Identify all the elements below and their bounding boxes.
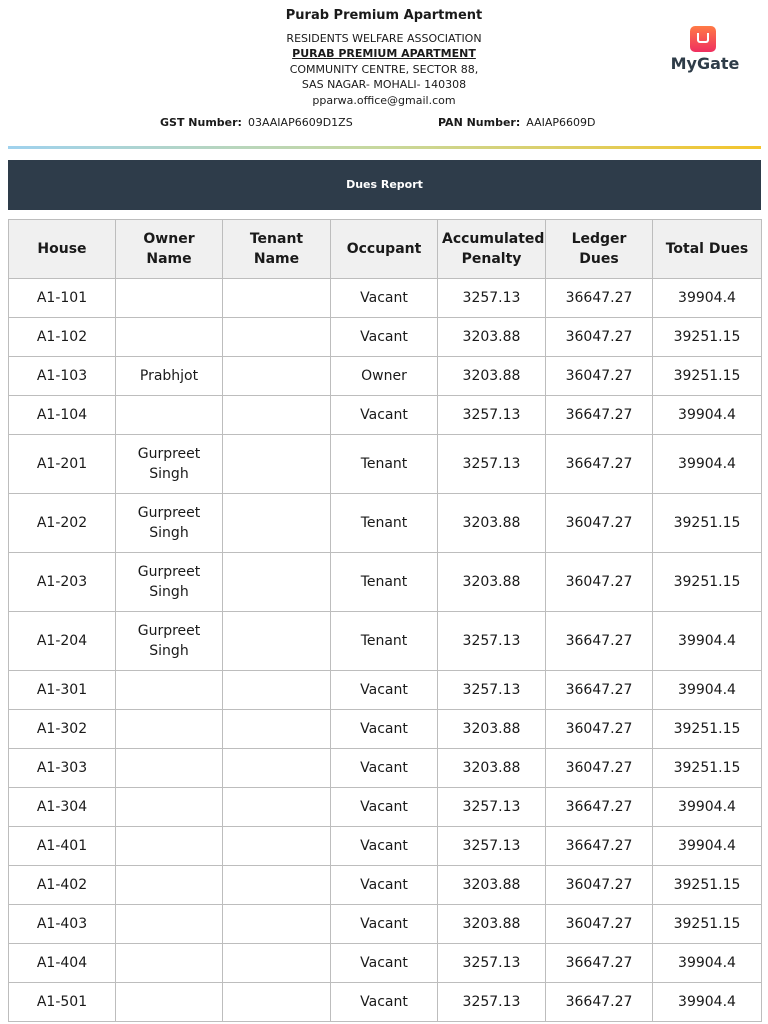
table-row bbox=[9, 435, 762, 494]
total-dues-cell: 39251.15 bbox=[653, 749, 762, 788]
ledger-dues-cell: 36647.27 bbox=[546, 612, 653, 671]
occupant-cell: Vacant bbox=[331, 749, 438, 788]
total-dues-cell: 39904.4 bbox=[653, 827, 762, 866]
table-row bbox=[9, 396, 762, 435]
table-row bbox=[9, 710, 762, 749]
owner-name-cell bbox=[116, 396, 223, 435]
table-header-row bbox=[9, 220, 762, 279]
occupant-cell: Tenant bbox=[331, 612, 438, 671]
table-row bbox=[9, 905, 762, 944]
owner-name-cell bbox=[116, 671, 223, 710]
pan-label: PAN Number: bbox=[438, 116, 521, 129]
accumulated-penalty-cell: 3203.88 bbox=[438, 710, 546, 749]
accumulated-penalty-cell: 3203.88 bbox=[438, 494, 546, 553]
house-cell: A1-103 bbox=[9, 357, 116, 396]
house-cell: A1-303 bbox=[9, 749, 116, 788]
occupant-cell: Owner bbox=[331, 357, 438, 396]
accumulated-penalty-cell: 3257.13 bbox=[438, 788, 546, 827]
owner-name-cell: Gurpreet Singh bbox=[116, 553, 223, 612]
tenant-name-cell bbox=[223, 318, 331, 357]
accumulated-penalty-cell: 3257.13 bbox=[438, 827, 546, 866]
column-header-owner-name: Owner Name bbox=[116, 220, 223, 279]
total-dues-cell: 39251.15 bbox=[653, 553, 762, 612]
logo-text: MyGate bbox=[670, 54, 740, 73]
house-cell: A1-104 bbox=[9, 396, 116, 435]
table-row bbox=[9, 944, 762, 983]
occupant-cell: Tenant bbox=[331, 435, 438, 494]
house-cell: A1-301 bbox=[9, 671, 116, 710]
occupant-cell: Vacant bbox=[331, 944, 438, 983]
occupant-cell: Vacant bbox=[331, 788, 438, 827]
total-dues-cell: 39904.4 bbox=[653, 396, 762, 435]
table-row bbox=[9, 357, 762, 396]
address-line: COMMUNITY CENTRE, SECTOR 88, bbox=[289, 63, 479, 76]
occupant-cell: Vacant bbox=[331, 318, 438, 357]
house-cell: A1-202 bbox=[9, 494, 116, 553]
accumulated-penalty-cell: 3257.13 bbox=[438, 612, 546, 671]
house-cell: A1-501 bbox=[9, 983, 116, 1022]
total-dues-cell: 39904.4 bbox=[653, 983, 762, 1022]
ledger-dues-cell: 36647.27 bbox=[546, 788, 653, 827]
owner-name-cell bbox=[116, 866, 223, 905]
total-dues-cell: 39904.4 bbox=[653, 671, 762, 710]
ledger-dues-cell: 36047.27 bbox=[546, 318, 653, 357]
column-header-accumulated-penalty: Accumulated Penalty bbox=[438, 220, 546, 279]
gst-value: 03AAIAP6609D1ZS bbox=[247, 116, 353, 129]
accumulated-penalty-cell: 3203.88 bbox=[438, 866, 546, 905]
tenant-name-cell bbox=[223, 396, 331, 435]
table-row bbox=[9, 866, 762, 905]
table-row bbox=[9, 671, 762, 710]
gst-label: GST Number: bbox=[160, 116, 242, 129]
mygate-logo-icon bbox=[690, 26, 716, 52]
column-header-occupant: Occupant bbox=[331, 220, 438, 279]
tenant-name-cell bbox=[223, 612, 331, 671]
total-dues-cell: 39251.15 bbox=[653, 710, 762, 749]
owner-name-cell bbox=[116, 279, 223, 318]
house-cell: A1-302 bbox=[9, 710, 116, 749]
occupant-cell: Vacant bbox=[331, 983, 438, 1022]
tenant-name-cell bbox=[223, 905, 331, 944]
tenant-name-cell bbox=[223, 710, 331, 749]
owner-name-cell bbox=[116, 318, 223, 357]
accumulated-penalty-cell: 3257.13 bbox=[438, 671, 546, 710]
owner-name-cell bbox=[116, 710, 223, 749]
owner-name-cell: Gurpreet Singh bbox=[116, 612, 223, 671]
occupant-cell: Tenant bbox=[331, 494, 438, 553]
email-text: pparwa.office@gmail.com bbox=[312, 94, 456, 107]
gst-number bbox=[160, 116, 353, 129]
ledger-dues-cell: 36647.27 bbox=[546, 671, 653, 710]
owner-name-cell bbox=[116, 827, 223, 866]
house-cell: A1-403 bbox=[9, 905, 116, 944]
dues-table bbox=[8, 219, 762, 1022]
owner-name-cell bbox=[116, 983, 223, 1022]
tenant-name-cell bbox=[223, 944, 331, 983]
total-dues-cell: 39251.15 bbox=[653, 494, 762, 553]
occupant-cell: Vacant bbox=[331, 827, 438, 866]
tenant-name-cell bbox=[223, 435, 331, 494]
ledger-dues-cell: 36047.27 bbox=[546, 357, 653, 396]
tenant-name-cell bbox=[223, 357, 331, 396]
owner-name-cell bbox=[116, 944, 223, 983]
ledger-dues-cell: 36647.27 bbox=[546, 396, 653, 435]
house-cell: A1-201 bbox=[9, 435, 116, 494]
apartment-name: PURAB PREMIUM APARTMENT bbox=[292, 47, 476, 60]
column-header-ledger-dues: Ledger Dues bbox=[546, 220, 653, 279]
tenant-name-cell bbox=[223, 788, 331, 827]
table-row bbox=[9, 983, 762, 1022]
header-divider bbox=[8, 146, 761, 149]
owner-name-cell bbox=[116, 788, 223, 827]
pan-number bbox=[438, 116, 596, 129]
ledger-dues-cell: 36647.27 bbox=[546, 435, 653, 494]
tenant-name-cell bbox=[223, 866, 331, 905]
association-name: RESIDENTS WELFARE ASSOCIATION bbox=[286, 32, 482, 45]
house-cell: A1-203 bbox=[9, 553, 116, 612]
accumulated-penalty-cell: 3257.13 bbox=[438, 435, 546, 494]
ledger-dues-cell: 36647.27 bbox=[546, 279, 653, 318]
accumulated-penalty-cell: 3257.13 bbox=[438, 279, 546, 318]
ledger-dues-cell: 36047.27 bbox=[546, 494, 653, 553]
accumulated-penalty-cell: 3203.88 bbox=[438, 357, 546, 396]
tenant-name-cell bbox=[223, 749, 331, 788]
total-dues-cell: 39904.4 bbox=[653, 788, 762, 827]
ledger-dues-cell: 36047.27 bbox=[546, 749, 653, 788]
table-row bbox=[9, 279, 762, 318]
house-cell: A1-304 bbox=[9, 788, 116, 827]
total-dues-cell: 39904.4 bbox=[653, 279, 762, 318]
total-dues-cell: 39251.15 bbox=[653, 905, 762, 944]
ledger-dues-cell: 36047.27 bbox=[546, 710, 653, 749]
table-row bbox=[9, 494, 762, 553]
total-dues-cell: 39904.4 bbox=[653, 435, 762, 494]
tenant-name-cell bbox=[223, 827, 331, 866]
table-row bbox=[9, 827, 762, 866]
dues-table-body bbox=[9, 279, 762, 1022]
occupant-cell: Vacant bbox=[331, 279, 438, 318]
owner-name-cell: Gurpreet Singh bbox=[116, 435, 223, 494]
accumulated-penalty-cell: 3203.88 bbox=[438, 905, 546, 944]
tenant-name-cell bbox=[223, 494, 331, 553]
house-cell: A1-402 bbox=[9, 866, 116, 905]
tenant-name-cell bbox=[223, 983, 331, 1022]
total-dues-cell: 39251.15 bbox=[653, 866, 762, 905]
total-dues-cell: 39251.15 bbox=[653, 357, 762, 396]
accumulated-penalty-cell: 3203.88 bbox=[438, 749, 546, 788]
table-row bbox=[9, 612, 762, 671]
owner-name-cell bbox=[116, 905, 223, 944]
total-dues-cell: 39904.4 bbox=[653, 612, 762, 671]
house-cell: A1-102 bbox=[9, 318, 116, 357]
column-header-tenant-name: Tenant Name bbox=[223, 220, 331, 279]
accumulated-penalty-cell: 3257.13 bbox=[438, 983, 546, 1022]
house-cell: A1-101 bbox=[9, 279, 116, 318]
ledger-dues-cell: 36047.27 bbox=[546, 866, 653, 905]
occupant-cell: Vacant bbox=[331, 905, 438, 944]
column-header-house: House bbox=[9, 220, 116, 279]
occupant-cell: Vacant bbox=[331, 671, 438, 710]
address-line: SAS NAGAR- MOHALI- 140308 bbox=[301, 78, 467, 91]
table-row bbox=[9, 788, 762, 827]
accumulated-penalty-cell: 3257.13 bbox=[438, 396, 546, 435]
table-row bbox=[9, 553, 762, 612]
ledger-dues-cell: 36047.27 bbox=[546, 553, 653, 612]
accumulated-penalty-cell: 3257.13 bbox=[438, 944, 546, 983]
page-title: Purab Premium Apartment bbox=[285, 8, 483, 23]
total-dues-cell: 39904.4 bbox=[653, 944, 762, 983]
occupant-cell: Tenant bbox=[331, 553, 438, 612]
report-header bbox=[0, 0, 768, 150]
tenant-name-cell bbox=[223, 671, 331, 710]
ledger-dues-cell: 36647.27 bbox=[546, 983, 653, 1022]
owner-name-cell: Gurpreet Singh bbox=[116, 494, 223, 553]
table-row bbox=[9, 318, 762, 357]
accumulated-penalty-cell: 3203.88 bbox=[438, 318, 546, 357]
occupant-cell: Vacant bbox=[331, 866, 438, 905]
accumulated-penalty-cell: 3203.88 bbox=[438, 553, 546, 612]
total-dues-cell: 39251.15 bbox=[653, 318, 762, 357]
house-cell: A1-204 bbox=[9, 612, 116, 671]
tenant-name-cell bbox=[223, 553, 331, 612]
ledger-dues-cell: 36647.27 bbox=[546, 944, 653, 983]
table-row bbox=[9, 749, 762, 788]
occupant-cell: Vacant bbox=[331, 396, 438, 435]
mygate-logo bbox=[668, 26, 742, 74]
column-header-total-dues: Total Dues bbox=[653, 220, 762, 279]
report-banner: Dues Report bbox=[8, 160, 761, 210]
house-cell: A1-404 bbox=[9, 944, 116, 983]
house-cell: A1-401 bbox=[9, 827, 116, 866]
occupant-cell: Vacant bbox=[331, 710, 438, 749]
tenant-name-cell bbox=[223, 279, 331, 318]
owner-name-cell bbox=[116, 749, 223, 788]
owner-name-cell: Prabhjot bbox=[116, 357, 223, 396]
ledger-dues-cell: 36647.27 bbox=[546, 827, 653, 866]
ledger-dues-cell: 36047.27 bbox=[546, 905, 653, 944]
pan-value: AAIAP6609D bbox=[526, 116, 596, 129]
